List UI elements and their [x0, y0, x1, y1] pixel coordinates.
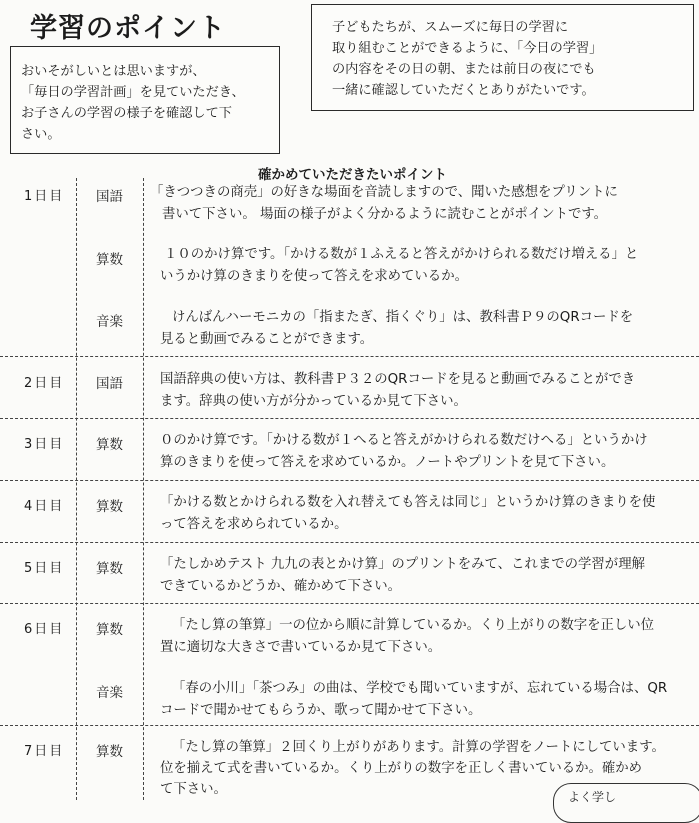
subject-label: 算数 [96, 252, 123, 268]
row-divider [0, 603, 699, 604]
point-line: 算のきまりを使って答えを求めているか。ノートやプリントを見て下さい。 [160, 455, 615, 470]
row-divider [0, 725, 699, 726]
point-line: 位を揃えて式を書いているか。くり上がりの数字を正しく書いているか。確かめ [160, 761, 643, 776]
notice-line: さい。 [21, 127, 61, 142]
day-label: 3日目 [24, 437, 65, 452]
point-line: 「きつつきの商売」の好きな場面を音読しますので、聞いた感想をプリントに [150, 185, 618, 200]
point-text [160, 678, 667, 722]
row-divider [0, 418, 699, 419]
point-text [150, 182, 618, 226]
subject-label: 音楽 [96, 685, 123, 701]
point-line: 「かける数とかけられる数を入れ替えても答えは同じ」というかけ算のきまりを使 [160, 495, 656, 510]
comment-bubble-text: よく学し [568, 790, 617, 804]
subject-label: 国語 [96, 189, 123, 205]
point-line: いうかけ算のきまりを使って答えを求めているか。 [160, 269, 468, 284]
point-line: コードで聞かせてもらうか、歌って聞かせて下さい。 [160, 703, 482, 718]
notice-line: おいそがしいとは思いますが、 [21, 64, 206, 79]
day-label: 6日目 [24, 622, 65, 637]
notice-line: 取り組むことができるように、「今日の学習」 [332, 41, 603, 56]
point-text [160, 244, 638, 288]
subject-label: 算数 [96, 744, 123, 760]
point-text [160, 307, 633, 351]
row-divider [0, 356, 699, 357]
subject-label: 算数 [96, 499, 123, 515]
point-line: 置に適切な大きさで書いているか見て下さい。 [160, 640, 442, 655]
point-line: て下さい。 [160, 782, 227, 797]
subject-label: 音楽 [96, 314, 123, 330]
day-label: 7日目 [24, 744, 65, 759]
column-divider-subject [143, 178, 144, 800]
row-divider [0, 542, 699, 543]
point-line: 「たしかめテスト 九九の表とかけ算」のプリントをみて、これまでの学習が理解 [160, 557, 645, 572]
point-text [160, 554, 645, 598]
notice-line: 一緒に確認していただくとありがたいです。 [332, 83, 595, 98]
day-label: 1日目 [24, 189, 65, 204]
column-divider-day [76, 178, 77, 800]
subject-label: 国語 [96, 376, 123, 392]
point-text [160, 430, 648, 474]
point-line: ０のかけ算です。「かける数が１へると答えがかけられる数だけへる」というかけ [160, 433, 648, 448]
point-line: 国語辞典の使い方は、教科書Ｐ３２のQRコードを見ると動画でみることができ [160, 372, 636, 387]
point-line: って答えを求められているか。 [160, 517, 348, 532]
subject-label: 算数 [96, 561, 123, 577]
day-label: 2日目 [24, 376, 65, 391]
comment-bubble [553, 783, 699, 823]
point-line: けんばんハーモニカの「指またぎ、指くぐり」は、教科書Ｐ９のQRコードを [172, 310, 634, 325]
point-line: １０のかけ算です。「かける数が１ふえると答えがかけられる数だけ増える」と [164, 247, 639, 262]
point-text [160, 615, 654, 659]
row-divider [0, 480, 699, 481]
section-heading: 確かめていただきたいポイント [258, 167, 447, 183]
subject-label: 算数 [96, 622, 123, 638]
day-label: 5日目 [24, 561, 65, 576]
notice-box-right [311, 4, 694, 111]
notice-line: の内容をその日の朝、または前日の夜にでも [332, 62, 596, 77]
notice-line: 「毎日の学習計画」を見ていただき、 [21, 85, 245, 100]
notice-box-left [10, 46, 280, 154]
notice-line: お子さんの学習の様子を確認して下 [21, 106, 232, 121]
point-text [160, 492, 655, 536]
page-title: 学習のポイント [30, 13, 226, 44]
point-text [160, 369, 635, 413]
point-line: ます。辞典の使い方が分かっているか見て下さい。 [160, 394, 467, 409]
day-label: 4日目 [24, 499, 65, 514]
point-line: できているかどうか、確かめて下さい。 [160, 579, 402, 594]
point-line: 見ると動画でみることができます。 [160, 332, 374, 347]
point-line: 「たし算の筆算」一の位から順に計算しているか。くり上がりの数字を正しい位 [172, 618, 655, 633]
point-line: 書いて下さい。 場面の様子がよく分かるように読むことがポイントです。 [162, 207, 608, 222]
notice-line: 子どもたちが、スムーズに毎日の学習に [332, 20, 569, 35]
subject-label: 算数 [96, 437, 123, 453]
point-line: 「たし算の筆算」２回くり上がりがあります。計算の学習をノートにしています。 [172, 740, 665, 755]
point-line: 「春の小川」「茶つみ」の曲は、学校でも聞いていますが、忘れている場合は、QR [172, 681, 668, 696]
